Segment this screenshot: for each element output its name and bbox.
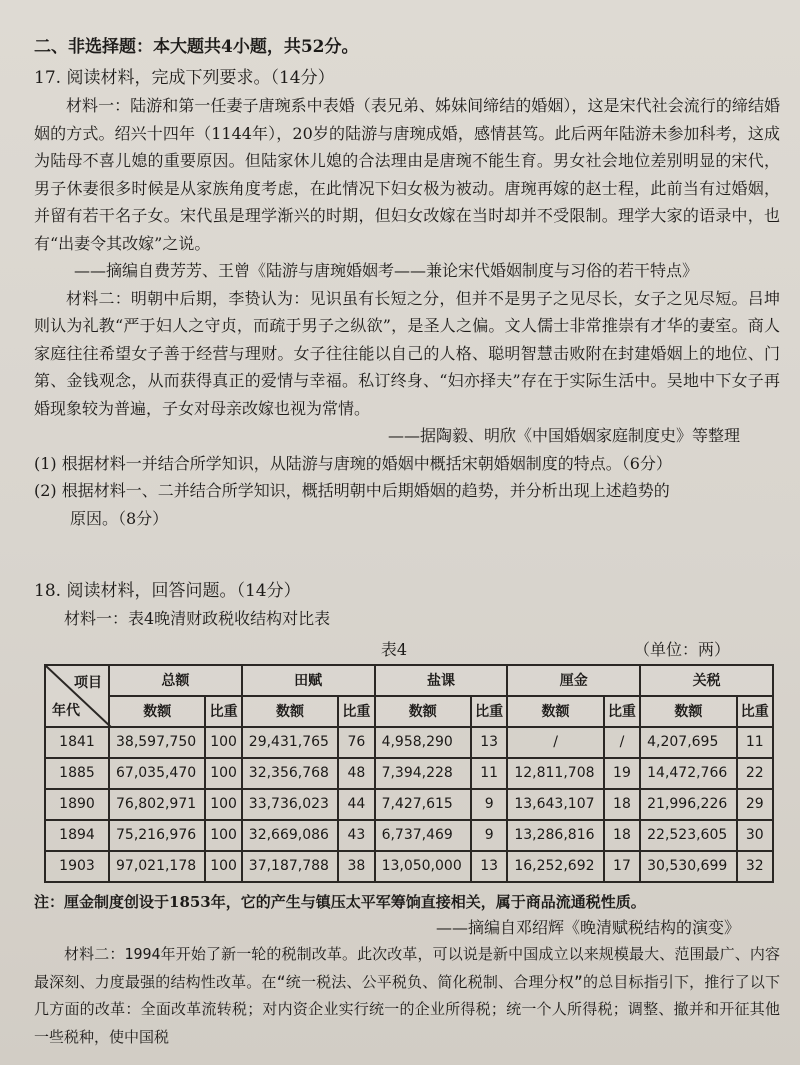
table-header-row-sub: [45, 696, 773, 727]
q17-source-1: ——摘编自费芳芳、王曾《陆游与唐琬婚姻考——兼论宋代婚姻制度与习俗的若干特点》: [74, 261, 699, 280]
group-header: 田赋: [242, 665, 375, 696]
cell: 6,737,469: [375, 820, 471, 851]
cell: 100: [205, 727, 241, 758]
sub-header-amount: 数额: [375, 696, 471, 727]
row-year: 1890: [45, 789, 109, 820]
cell: 29: [737, 789, 773, 820]
cell: 17: [604, 851, 640, 882]
cell: 13: [471, 851, 507, 882]
row-year: 1841: [45, 727, 109, 758]
cell: 14,472,766: [640, 758, 736, 789]
sub-header-amount: 数额: [109, 696, 205, 727]
q17-source-2: ——据陶毅、明欣《中国婚姻家庭制度史》等整理: [387, 426, 740, 445]
cell: 37,187,788: [242, 851, 338, 882]
cell: 22: [737, 758, 773, 789]
cell: 13,286,816: [507, 820, 603, 851]
group-header: 总额: [109, 665, 242, 696]
q18-material-2: 材料二：1994年开始了新一轮的税制改革。此次改革，可以说是新中国成立以来规模最大、范围最广、内容最深刻、力度最强的结构性改革。在“统一税法、公平税负、简化税制、合理分权”的总目标指引下，推行了以下几方面的改革：全面改革流转税；对内资企业实行统一的企业所得税；统一个人所得税；调整、撤并和开征其他一些税种，使中国税: [34, 945, 780, 1046]
row-year: 1894: [45, 820, 109, 851]
question-18-title: 18. 阅读材料，回答问题。（14分）: [34, 581, 301, 601]
cell: 43: [338, 820, 374, 851]
cell: 67,035,470: [109, 758, 205, 789]
table-caption-row: [34, 637, 780, 660]
group-header: 关税: [640, 665, 773, 696]
cell: 19: [604, 758, 640, 789]
cell: 13,643,107: [507, 789, 603, 820]
table-row: [45, 820, 773, 851]
q17-material-2: 材料二：明朝中后期，李贽认为：见识虽有长短之分，但并不是男子之见尽长，女子之见尽短。吕坤则认为礼教“严于妇人之守贞，而疏于男子之纵欲”，是圣人之偏。文人儒士非常推崇有才华的妻室。商人家庭往往希望女子善于经营与理财。女子往往能以自己的人格、聪明智慧击败附在封建婚姻上的地位、门第、金钱观念，从而获得真正的爱情与幸福。私订终身、“妇亦择夫”存在于实际生活中。吴地中下女子再婚现象较为普遍，子女对母亲改嫁也视为常情。: [34, 288, 780, 418]
cell: 30,530,699: [640, 851, 736, 882]
q18-source-1: ——摘编自邓绍辉《晚清赋税结构的演变》: [435, 917, 740, 937]
sub-header-amount: 数额: [507, 696, 603, 727]
cell: 44: [338, 789, 374, 820]
cell: 33,736,023: [242, 789, 338, 820]
cell: 13: [471, 727, 507, 758]
cell: 16,252,692: [507, 851, 603, 882]
group-header: 厘金: [507, 665, 640, 696]
sub-header-ratio: 比重: [604, 696, 640, 727]
table-note: 注：厘金制度创设于1853年，它的产生与镇压太平军筹饷直接相关，属于商品流通税性质。: [34, 892, 646, 911]
corner-item-label: 项目: [74, 674, 102, 691]
cell: /: [507, 727, 603, 758]
cell: 100: [205, 820, 241, 851]
cell: /: [604, 727, 640, 758]
cell: 30: [737, 820, 773, 851]
cell: 38: [338, 851, 374, 882]
cell: 32,356,768: [242, 758, 338, 789]
cell: 13,050,000: [375, 851, 471, 882]
cell: 21,996,226: [640, 789, 736, 820]
sub-header-ratio: 比重: [338, 696, 374, 727]
cell: 4,207,695: [640, 727, 736, 758]
table-row: [45, 758, 773, 789]
sub-header-amount: 数额: [640, 696, 736, 727]
cell: 32,669,086: [242, 820, 338, 851]
cell: 11: [737, 727, 773, 758]
row-year: 1885: [45, 758, 109, 789]
corner-year-label: 年代: [52, 702, 80, 719]
q17-material-1: 材料一：陆游和第一任妻子唐琬系中表婚（表兄弟、姊妹间缔结的婚姻），这是宋代社会流行的缔结婚姻的方式。绍兴十四年（1144年），20岁的陆游与唐琬成婚，感情甚笃。此后两年陆游未参加科考，这成为陆母不喜儿媳的重要原因。但陆家休儿媳的合法理由是唐琬不能生育。男女社会地位差别明显的宋代，男子休妻很多时候是从家族角度考虑，在此情况下妇女极为被动。唐琬再嫁的赵士程，此前当有过婚姻，并留有若干名子女。宋代虽是理学渐兴的时期，但妇女改嫁在当时却并不受限制。理学大家的语录中，也有“出妻令其改嫁”之说。: [34, 96, 780, 253]
question-17-title: 17. 阅读材料，完成下列要求。（14分）: [34, 68, 335, 88]
table-caption: 表4: [380, 639, 408, 659]
sub-header-ratio: 比重: [737, 696, 773, 727]
section-header: 二、非选择题：本大题共4小题，共52分。: [34, 37, 359, 57]
cell: 38,597,750: [109, 727, 205, 758]
cell: 9: [471, 789, 507, 820]
cell: 97,021,178: [109, 851, 205, 882]
cell: 7,394,228: [375, 758, 471, 789]
table-unit: （单位：两）: [633, 639, 730, 659]
sub-header-amount: 数额: [242, 696, 338, 727]
cell: 7,427,615: [375, 789, 471, 820]
table-row: [45, 789, 773, 820]
q17-subquestion-2: (2) 根据材料一、二并结合所学知识，概括明朝中后期婚姻的趋势，并分析出现上述趋势的: [34, 481, 670, 500]
cell: 18: [604, 820, 640, 851]
cell: 75,216,976: [109, 820, 205, 851]
q17-subquestion-2-cont: 原因。（8分）: [70, 508, 169, 528]
cell: 76: [338, 727, 374, 758]
q17-subquestion-1: (1) 根据材料一并结合所学知识，从陆游与唐琬的婚姻中概括宋朝婚姻制度的特点。（6分）: [34, 453, 672, 473]
sub-header-ratio: 比重: [205, 696, 241, 727]
finance-table: [44, 664, 774, 883]
cell: 22,523,605: [640, 820, 736, 851]
cell: 12,811,708: [507, 758, 603, 789]
cell: 76,802,971: [109, 789, 205, 820]
cell: 11: [471, 758, 507, 789]
cell: 100: [205, 758, 241, 789]
table-row: [45, 851, 773, 882]
row-year: 1903: [45, 851, 109, 882]
table-corner-cell: [45, 665, 109, 727]
cell: 32: [737, 851, 773, 882]
cell: 18: [604, 789, 640, 820]
cell: 4,958,290: [375, 727, 471, 758]
table-row: [45, 727, 773, 758]
cell: 29,431,765: [242, 727, 338, 758]
cell: 100: [205, 851, 241, 882]
sub-header-ratio: 比重: [471, 696, 507, 727]
group-header: 盐课: [375, 665, 508, 696]
cell: 9: [471, 820, 507, 851]
cell: 48: [338, 758, 374, 789]
cell: 100: [205, 789, 241, 820]
table-header-row-groups: [45, 665, 773, 696]
q18-material-1-label: 材料一：表4晚清财政税收结构对比表: [64, 609, 331, 628]
